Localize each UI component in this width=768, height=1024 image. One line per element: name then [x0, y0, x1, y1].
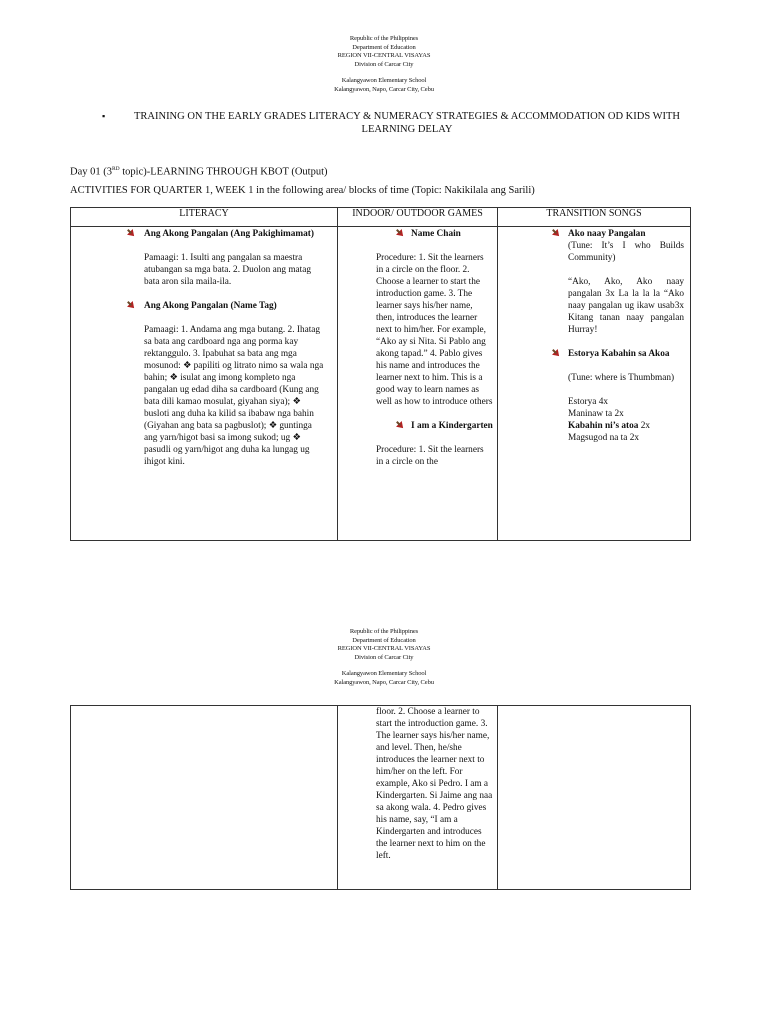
games-cell [338, 227, 498, 541]
bullet-arrow-icon [552, 229, 562, 239]
square-bullet-icon: ▪ [102, 111, 106, 121]
letterhead-republic: Republic of the Philippines [349, 35, 419, 42]
letterhead-region: REGION VII-CENTRAL VISAYAS [337, 52, 431, 59]
letterhead-page-2 [0, 628, 768, 687]
games-heading-2: I am a Kindergarten [411, 420, 493, 432]
bullet-arrow-icon [127, 229, 137, 239]
songs-heading-2: Estorya Kabahin sa Akoa [568, 348, 684, 360]
songs-line-3: Kabahin ni’s atoa 2x [568, 421, 651, 431]
literacy-paragraph-1: Pamaagi: 1. Isulti ang pangalan sa maestra atubangan sa mga bata. 2. Duolon ang matag bata aron sila maila-ila. [144, 253, 312, 287]
document-page-2 [0, 590, 768, 1024]
games-paragraph-2: Procedure: 1. Sit the learners in a circle on the [376, 445, 484, 467]
letterhead-division: Division of Carcar City [354, 60, 414, 68]
letterhead-address: Kalangyawon, Napo, Carcar City, Cebu [334, 678, 434, 686]
literacy-paragraph-2: Pamaagi: 1. Andama ang mga butang. 2. Ihatag sa bata ang cardboard nga ang porma kay rektanggulo. 3. Ipabuhat sa bata ang mga mosunod: ❖ papiliti og litrato nimo sa wala nga bahin; ❖ isulat ang imong kompleto nga pangalan ug edad diha sa cardboard (Kung ang bata dili kamao mosulat, giyahan siya); ❖ busloti ang duha ka kilid sa ibabaw nga bahin (Giyahan ang bata sa pagbuslot); ❖ guntinga ang yarn/higot basi sa imong sukod; ug ❖ pasudli og yarn/higot ang duha ka lungag ug ihigot kini. [144, 325, 324, 467]
header-literacy: LITERACY [71, 208, 338, 227]
letterhead-region: REGION VII-CENTRAL VISAYAS [337, 645, 431, 652]
songs-heading-1: Ako naay Pangalan [568, 228, 684, 240]
title-text: TRAINING ON THE EARLY GRADES LITERACY & NUMERACY STRATEGIES & ACCOMMODATION OD KIDS WITH LEARNING DELAY [133, 111, 680, 135]
letterhead-division: Division of Carcar City [354, 653, 414, 661]
day-line-prefix: Day 01 (3 [70, 166, 112, 178]
letterhead-school: Kalangyawon Elementary School [341, 670, 427, 677]
songs-lyrics-1: “Ako, Ako, Ako naay pangalan 3x La la la la “Ako naay pangalan ug ikaw usab3x Kitang tanan naay pangalan Hurray! [568, 277, 684, 335]
page-gap [0, 560, 768, 590]
header-games: INDOOR/ OUTDOOR GAMES [338, 208, 498, 227]
literacy-heading-1: Ang Akong Pangalan (Ang Pakighimamat) [144, 228, 329, 240]
letterhead-department: Department of Education [352, 43, 416, 51]
day-line-sup: RD [112, 166, 120, 172]
songs-tune-1: (Tune: It’s I who Builds Community) [568, 241, 684, 263]
letterhead-republic: Republic of the Philippines [349, 628, 419, 635]
letterhead-department: Department of Education [352, 636, 416, 644]
songs-cell [498, 227, 691, 541]
day-line-suffix: topic)-LEARNING THROUGH KBOT (Output) [119, 166, 328, 178]
songs-line-2: Maninaw ta 2x [568, 409, 624, 419]
activities-line: ACTIVITIES FOR QUARTER 1, WEEK 1 in the following area/ blocks of time (Topic: Nakikilala ang Sarili) [70, 185, 535, 196]
header-songs: TRANSITION SONGS [498, 208, 691, 227]
bullet-arrow-icon [396, 421, 406, 431]
songs-tune-2: (Tune: where is Thumbman) [568, 373, 675, 383]
songs-cell-continued [498, 706, 691, 890]
games-paragraph-2-continued: floor. 2. Choose a learner to start the introduction game. 3. The learner says his/her name, and level. Then, he/she introduces the learner next to him/her on the left. For example, Ako si Pedro. I am a Kindergarten. Si Jaime ang naa sa akong wala. 4. Pedro gives his name, say, “I am a Kindergarten and introduces the learner next to him on the left. [376, 707, 493, 861]
literacy-heading-2: Ang Akong Pangalan (Name Tag) [144, 300, 329, 312]
games-heading-1: Name Chain [411, 228, 493, 240]
literacy-cell [71, 227, 338, 541]
activities-table [70, 207, 691, 541]
games-paragraph-1: Procedure: 1. Sit the learners in a circle on the floor. 2. Choose a learner to start the introduction game. 3. The learner says his/her name, then, introduces the learner next to him/her. For example, “Ako ay si Nita. Si Pablo ang akong tapad.” 4. Pablo gives his name and introduces the learner next to him. This is a good way to learn names as well as how to introduce others [376, 253, 493, 407]
songs-line-1: Estorya 4x [568, 397, 609, 407]
songs-line-4: Magsugod na ta 2x [568, 433, 640, 443]
letterhead-school: Kalangyawon Elementary School [341, 77, 427, 84]
letterhead-address: Kalangyawon, Napo, Carcar City, Cebu [334, 85, 434, 93]
bullet-arrow-icon [552, 349, 562, 359]
literacy-cell-continued [71, 706, 338, 890]
activities-table-continued [70, 705, 691, 890]
letterhead [0, 35, 768, 94]
bullet-arrow-icon [127, 301, 137, 311]
day-line [70, 166, 327, 178]
games-cell-continued [338, 706, 498, 890]
bullet-arrow-icon [396, 229, 406, 239]
